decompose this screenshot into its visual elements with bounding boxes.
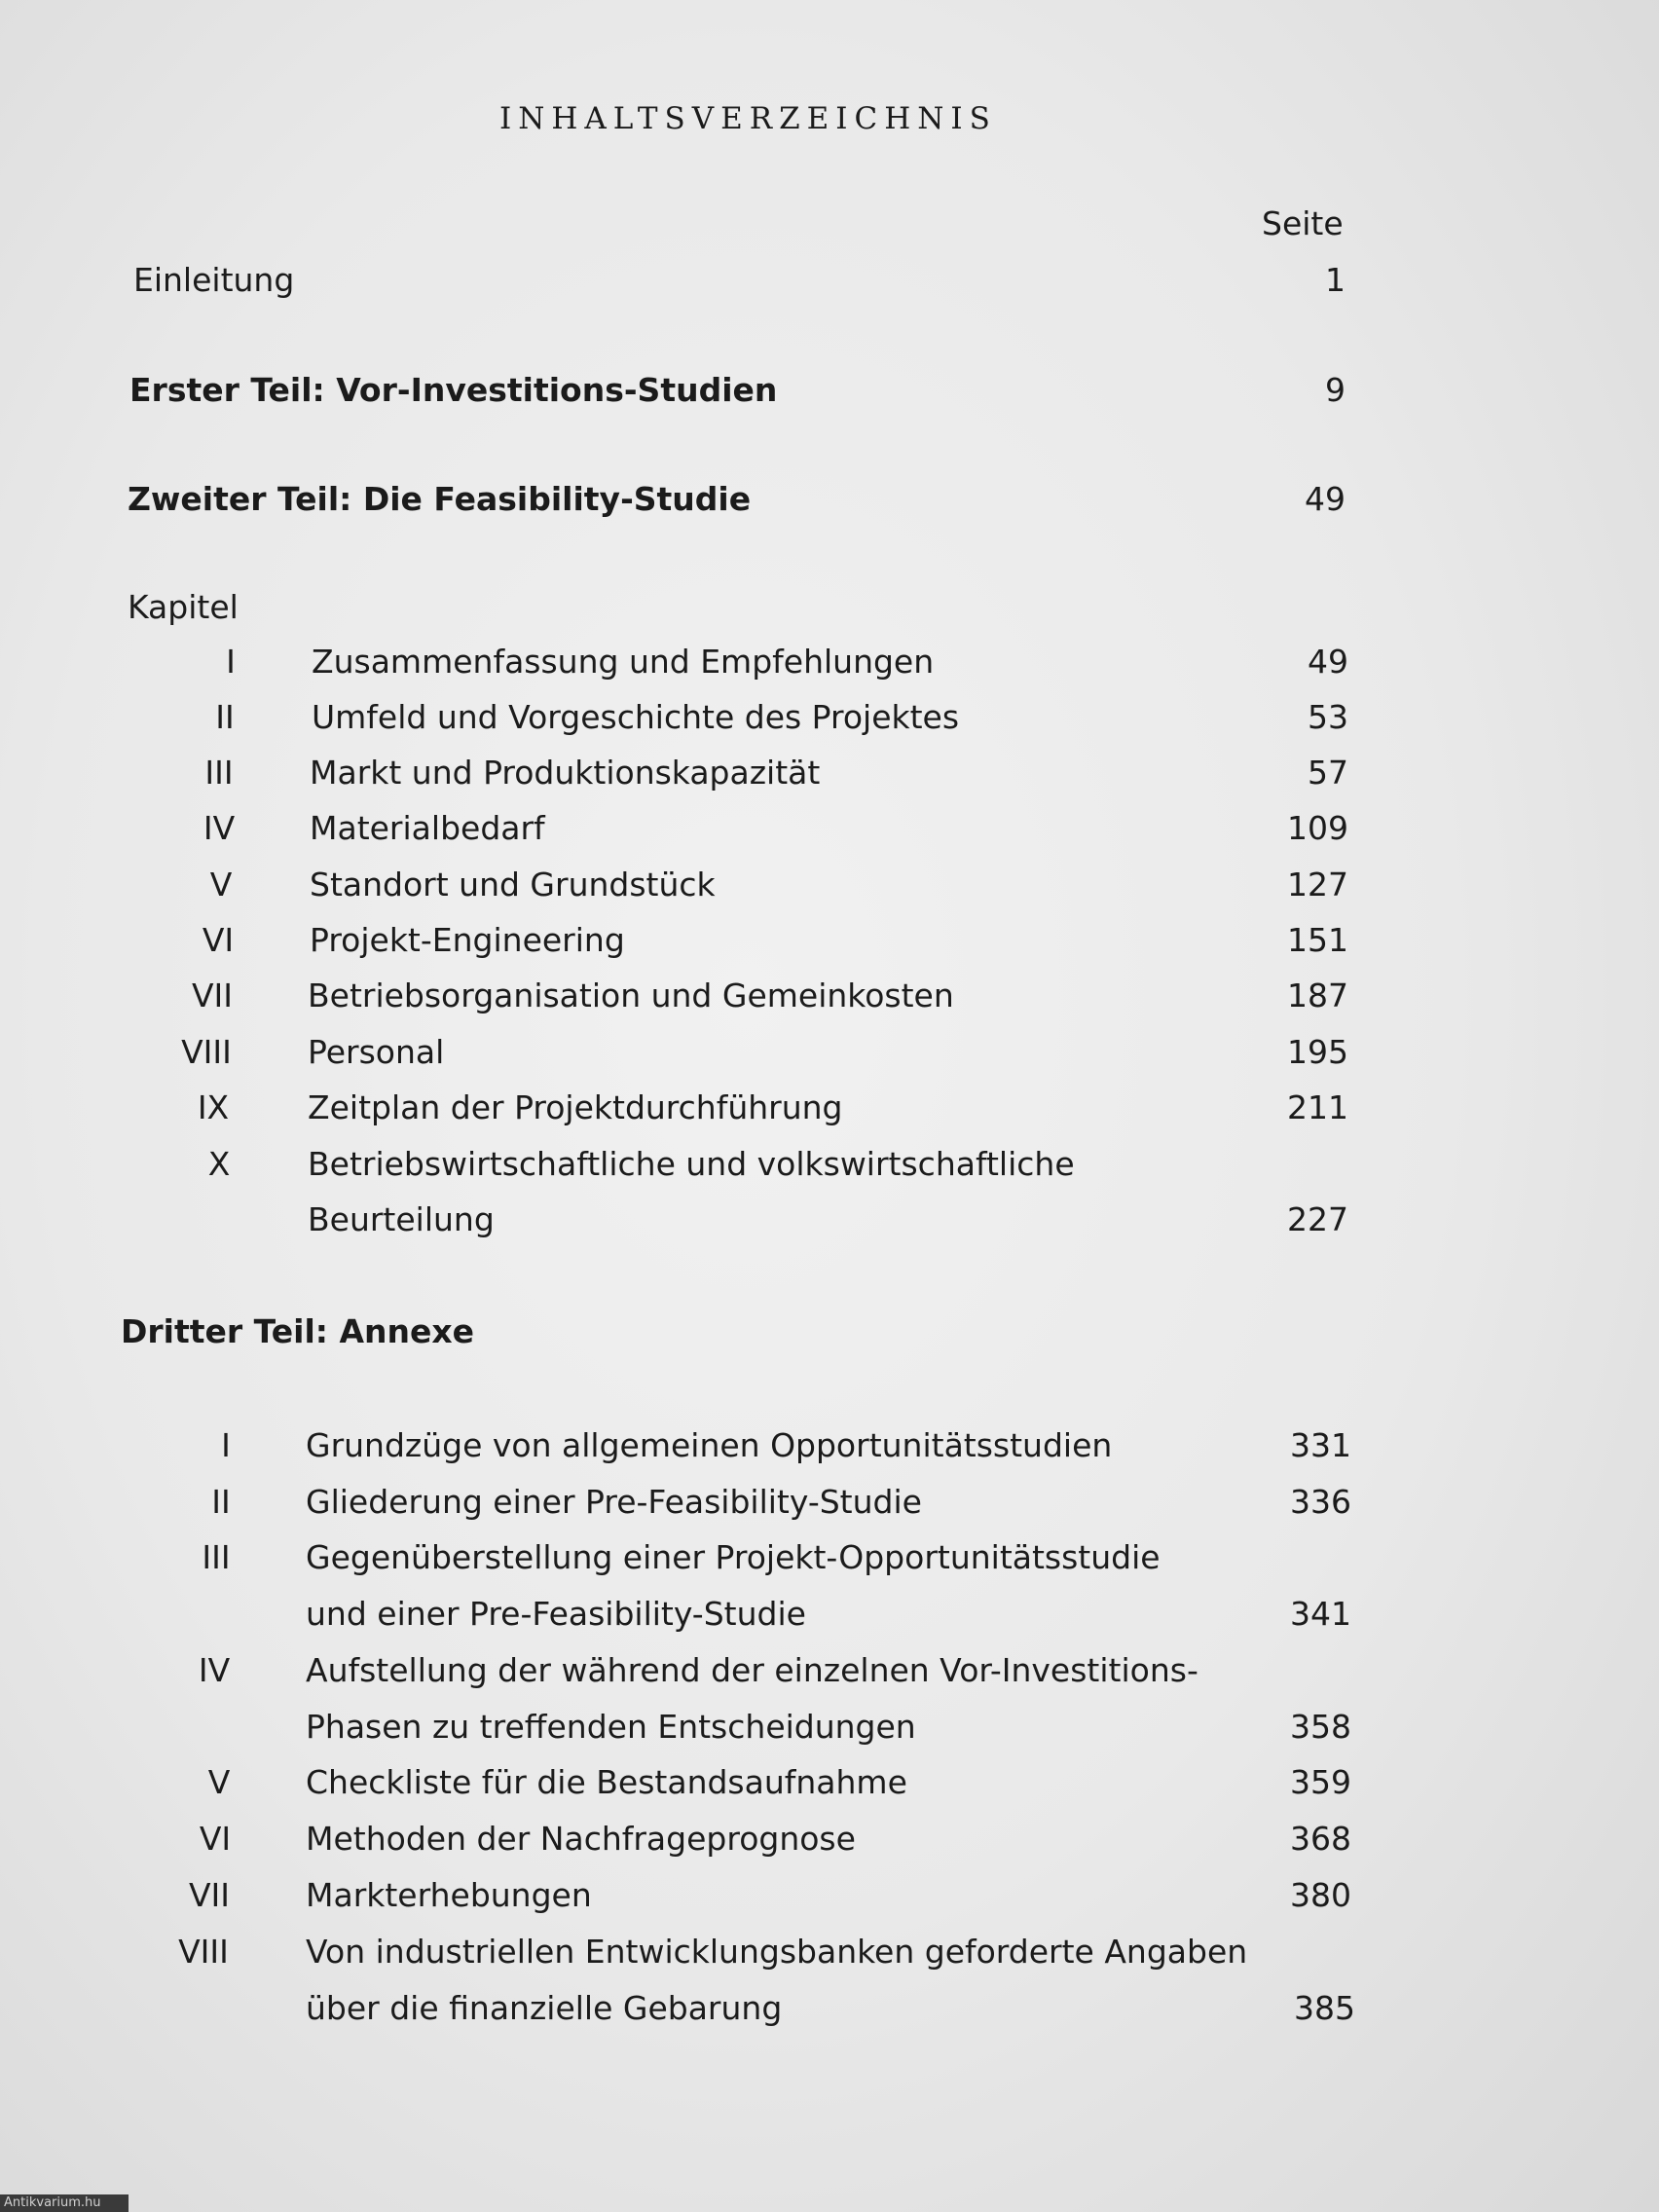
annex-page: 358	[1290, 1708, 1351, 1746]
annex-number: I	[221, 1426, 231, 1464]
kapitel-page: 49	[1308, 643, 1348, 681]
kapitel-title: Personal	[308, 1033, 445, 1071]
annex-title: Markterhebungen	[306, 1876, 592, 1914]
annex-page: 336	[1290, 1483, 1351, 1521]
toc-teil1-page: 9	[1325, 371, 1346, 409]
annex-title: Checkliste für die Bestandsaufnahme	[306, 1763, 907, 1801]
toc-teil1-label: Erster Teil: Vor-Investitions-Studien	[129, 371, 778, 409]
kapitel-title: Standort und Grundstück	[310, 866, 716, 903]
kapitel-title: Zeitplan der Projektdurchführung	[308, 1088, 843, 1126]
kapitel-page: 57	[1308, 754, 1348, 792]
annex-title-continuation: Phasen zu treffenden Entscheidungen	[306, 1708, 916, 1746]
toc-teil2-label: Zweiter Teil: Die Feasibility-Studie	[128, 480, 752, 518]
annex-page: 359	[1290, 1763, 1351, 1801]
kapitel-number: VIII	[181, 1033, 232, 1071]
kapitel-title: Materialbedarf	[310, 809, 545, 847]
kapitel-number: V	[209, 866, 233, 903]
annex-title: Gegenüberstellung einer Projekt-Opportunitätsstudie	[306, 1538, 1161, 1576]
kapitel-title: Betriebsorganisation und Gemeinkosten	[308, 977, 954, 1014]
kapitel-number: III	[204, 754, 234, 792]
annex-title: Aufstellung der während der einzelnen Vor-Investitions-	[306, 1651, 1198, 1689]
kapitel-page: 127	[1287, 866, 1348, 903]
kapitel-title: Umfeld und Vorgeschichte des Projektes	[312, 698, 960, 736]
page-title: INHALTSVERZEICHNIS	[499, 101, 997, 136]
annex-page: 380	[1290, 1876, 1351, 1914]
annex-number: V	[207, 1763, 231, 1801]
kapitel-page: 109	[1287, 809, 1348, 847]
kapitel-number: VI	[202, 921, 235, 959]
seite-column-header: Seite	[1262, 204, 1344, 242]
kapitel-title: Projekt-Engineering	[310, 921, 625, 959]
toc-einleitung-page: 1	[1325, 261, 1346, 299]
source-watermark: Antikvarium.hu	[0, 2194, 129, 2212]
kapitel-page: 211	[1287, 1088, 1348, 1126]
annex-page: 341	[1290, 1595, 1351, 1633]
kapitel-title: Zusammenfassung und Empfehlungen	[312, 643, 935, 681]
annex-page: 368	[1290, 1820, 1351, 1858]
toc-teil3-label: Dritter Teil: Annexe	[121, 1312, 475, 1350]
annex-title-continuation: über die finanzielle Gebarung	[306, 1989, 783, 2027]
kapitel-number: X	[207, 1145, 231, 1183]
annex-title: Methoden der Nachfrageprognose	[306, 1820, 856, 1858]
kapitel-page: 151	[1287, 921, 1348, 959]
annex-title-continuation: und einer Pre-Feasibility-Studie	[306, 1595, 806, 1633]
annex-page: 331	[1290, 1426, 1351, 1464]
kapitel-number: II	[215, 698, 235, 736]
annex-number: VIII	[178, 1933, 229, 1971]
annex-page: 385	[1294, 1989, 1355, 2027]
annex-number: III	[202, 1538, 231, 1576]
kapitel-page: 187	[1287, 977, 1348, 1014]
kapitel-number: VII	[191, 977, 234, 1014]
kapitel-page: 53	[1308, 698, 1348, 736]
annex-number: II	[211, 1483, 231, 1521]
toc-einleitung-label: Einleitung	[133, 261, 295, 299]
toc-teil2-page: 49	[1305, 480, 1346, 518]
annex-title: Grundzüge von allgemeinen Opportunitätsstudien	[306, 1426, 1113, 1464]
kapitel-page: 195	[1287, 1033, 1348, 1071]
kapitel-heading: Kapitel	[128, 588, 239, 626]
annex-title: Gliederung einer Pre-Feasibility-Studie	[306, 1483, 922, 1521]
annex-number: VI	[199, 1820, 232, 1858]
kapitel-title: Betriebswirtschaftliche und volkswirtschaftliche	[308, 1145, 1075, 1183]
kapitel-title-continuation: Beurteilung	[308, 1200, 495, 1238]
kapitel-page: 227	[1287, 1200, 1348, 1238]
kapitel-number: I	[226, 643, 236, 681]
kapitel-title: Markt und Produktionskapazität	[310, 754, 821, 792]
kapitel-number: IV	[203, 809, 236, 847]
annex-number: VII	[188, 1876, 231, 1914]
annex-title: Von industriellen Entwicklungsbanken geforderte Angaben	[306, 1933, 1248, 1971]
annex-number: IV	[198, 1651, 231, 1689]
kapitel-number: IX	[197, 1088, 230, 1126]
